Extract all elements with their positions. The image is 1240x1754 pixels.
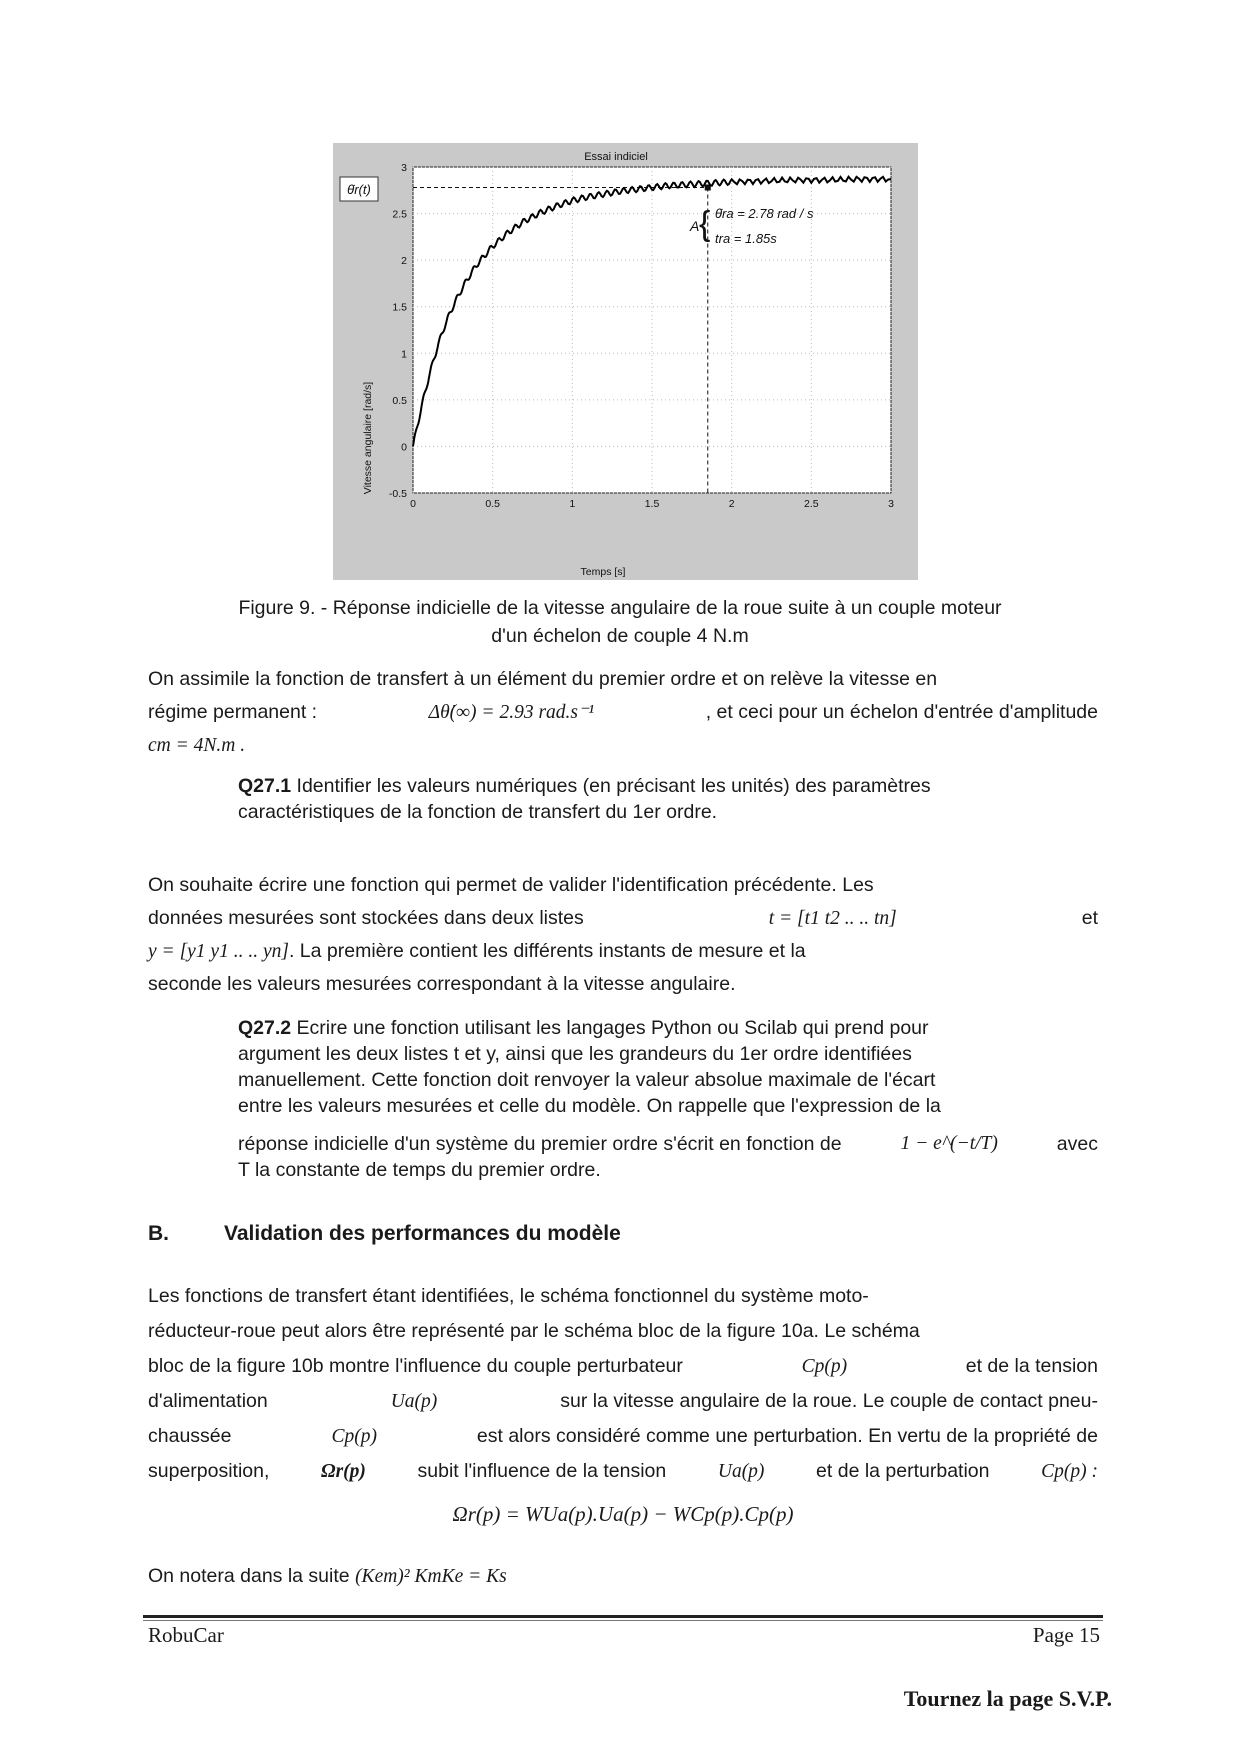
p2-line-1: On souhaite écrire une fonction qui permet de valider l'identification précédente. Les — [148, 874, 874, 896]
p3-l6-cp: Cp(p) : — [1041, 1461, 1098, 1482]
p3-l6-c: et de la perturbation — [816, 1460, 990, 1482]
p1-rest: , et ceci pour un échelon d'entrée d'amplitude — [705, 701, 1098, 723]
y-tick-label: 3 — [401, 162, 407, 174]
p3-l6-ua: Ua(p) — [717, 1461, 765, 1482]
step-response-chart — [333, 143, 918, 580]
question-27-1 — [238, 773, 1098, 825]
annotation-brace: { — [699, 205, 711, 243]
annotation-time: tra = 1.85s — [715, 231, 777, 246]
y-tick-label: -0.5 — [388, 488, 407, 500]
p3-l6-a: superposition, — [148, 1460, 270, 1482]
p2-list-t: t = [t1 t2 .. .. tn] — [768, 908, 897, 929]
p2-line-2 — [148, 902, 1098, 935]
caption-line-1: Figure 9. - Réponse indicielle de la vitesse angulaire de la roue suite à un couple moteur — [238, 597, 1002, 619]
note-line — [148, 1560, 507, 1593]
p3-l4-a: d'alimentation — [148, 1390, 268, 1412]
annotation-speed: θ̇ra = 2.78 rad / s — [715, 206, 814, 221]
q27-2-line-6: T la constante de temps du premier ordre. — [238, 1159, 601, 1181]
section-title: Validation des performances du modèle — [224, 1222, 621, 1245]
footer-rule — [143, 1615, 1103, 1618]
q27-2-line-2: argument les deux listes t et y, ainsi que les grandeurs du 1er ordre identifiées — [238, 1043, 912, 1065]
footer-page-number: Page 15 — [1032, 1623, 1100, 1647]
footer-rule-thin — [143, 1620, 1103, 1621]
q27-2-text-a: réponse indicielle d'un système du premier ordre s'écrit en fonction de — [238, 1133, 842, 1155]
p3-line-5 — [148, 1419, 1098, 1454]
p3-l5-a: chaussée — [148, 1425, 232, 1447]
p3-l6-b: subit l'influence de la tension — [417, 1460, 667, 1482]
p2-text-b: et — [1081, 907, 1098, 929]
p3-l3-a: bloc de la figure 10b montre l'influence du couple perturbateur — [148, 1355, 683, 1377]
x-tick-label: 0 — [410, 498, 416, 510]
p3-line-3 — [148, 1349, 1098, 1384]
paragraph-2 — [148, 869, 1098, 1001]
figure-caption — [150, 594, 1090, 650]
x-axis-label: Temps [s] — [580, 566, 626, 578]
p2-list-y: y = [y1 y1 .. .. yn] — [148, 941, 289, 962]
p3-l3-b: et de la tension — [965, 1355, 1098, 1377]
p3-l3-math: Cp(p) — [801, 1356, 848, 1377]
y-tick-label: 2.5 — [392, 208, 407, 221]
figure-9 — [333, 143, 918, 580]
x-tick-label: 3 — [888, 498, 894, 510]
p3-l5-math: Cp(p) — [331, 1426, 377, 1447]
section-number: B. — [148, 1222, 169, 1245]
p1-text: régime permanent : — [148, 701, 318, 723]
q27-1-label: Q27.1 — [238, 775, 292, 797]
p1-amplitude: cm = 4N.m . — [148, 735, 246, 756]
q27-2-line-1: Ecrire une fonction utilisant les langages Python ou Scilab qui prend pour — [296, 1017, 929, 1039]
p1-line-1: On assimile la fonction de transfert à un élément du premier ordre et on relève la vitesse en — [148, 668, 938, 690]
p3-l5-b: est alors considéré comme une perturbation. En vertu de la propriété de — [476, 1425, 1098, 1447]
p3-line-6 — [148, 1454, 1098, 1489]
p3-l4-b: sur la vitesse angulaire de la roue. Le couple de contact pneu- — [560, 1390, 1098, 1412]
y-axis-label: Vitesse angulaire [rad/s] — [362, 381, 374, 495]
p2-line-3 — [148, 935, 1098, 968]
x-tick-label: 1 — [569, 498, 576, 510]
caption-line-2: d'un échelon de couple 4 N.m — [491, 625, 749, 647]
y-tick-label: 1.5 — [392, 301, 407, 314]
p1-steady-state: Δθ̇(∞) = 2.93 rad.s⁻¹ — [428, 702, 595, 723]
chart-title: Essai indiciel — [584, 151, 648, 163]
p2-text-a: données mesurées sont stockées dans deux listes — [148, 907, 584, 929]
y-tick-label: 0 — [401, 441, 407, 454]
note-text: On notera dans la suite — [148, 1565, 350, 1587]
p3-line-1: Les fonctions de transfert étant identifiées, le schéma fonctionnel du système moto- — [148, 1285, 869, 1307]
p2-line-4: seconde les valeurs mesurées correspondant à la vitesse angulaire. — [148, 973, 736, 995]
q27-1-line-1: Identifier les valeurs numériques (en précisant les unités) des paramètres — [296, 775, 931, 797]
note-math: (Kem)² KmKe = Ks — [355, 1566, 507, 1587]
turn-page-note: Tournez la page S.V.P. — [903, 1686, 1112, 1711]
p1-line-2 — [148, 696, 1098, 729]
p3-l6-omega: Ωr(p) — [321, 1461, 366, 1482]
superposition-equation: Ωr(p) = WUa(p).Ua(p) − WCp(p).Cp(p) — [452, 1502, 794, 1526]
question-27-2 — [238, 1015, 1098, 1183]
section-b-heading — [148, 1222, 621, 1246]
y-axis-symbol: θ̇r(t) — [347, 182, 371, 197]
p2-rest: . La première contient les différents instants de mesure et la — [288, 940, 806, 962]
q27-2-line-5 — [238, 1131, 1098, 1157]
x-tick-label: 1.5 — [644, 498, 660, 510]
q27-2-text-b: avec — [1056, 1133, 1098, 1155]
q27-1-line-2: caractéristiques de la fonction de transfert du 1er ordre. — [238, 801, 718, 823]
y-tick-label: 2 — [401, 255, 407, 268]
q27-2-line-3: manuellement. Cette fonction doit renvoyer la valeur absolue maximale de l'écart — [238, 1069, 936, 1091]
paragraph-1 — [148, 663, 1098, 762]
annotation-A: A — [690, 218, 700, 234]
x-tick-label: 2 — [728, 498, 735, 510]
x-tick-label: 2.5 — [804, 498, 819, 510]
p3-line-2: réducteur-roue peut alors être représenté par le schéma bloc de la figure 10a. Le schéma — [148, 1320, 920, 1342]
paragraph-3 — [148, 1279, 1098, 1489]
p3-line-4 — [148, 1384, 1098, 1419]
q27-2-line-4: entre les valeurs mesurées et celle du modèle. On rappelle que l'expression de la — [238, 1095, 941, 1117]
x-tick-label: 0.5 — [485, 498, 500, 510]
footer-left: RobuCar — [148, 1623, 224, 1647]
q27-2-label: Q27.2 — [238, 1017, 292, 1039]
q27-2-expression: 1 − e^(−t/T) — [900, 1133, 998, 1154]
p3-l4-math: Ua(p) — [390, 1391, 438, 1412]
y-tick-label: 0.5 — [392, 394, 407, 407]
y-tick-label: 1 — [401, 348, 407, 361]
